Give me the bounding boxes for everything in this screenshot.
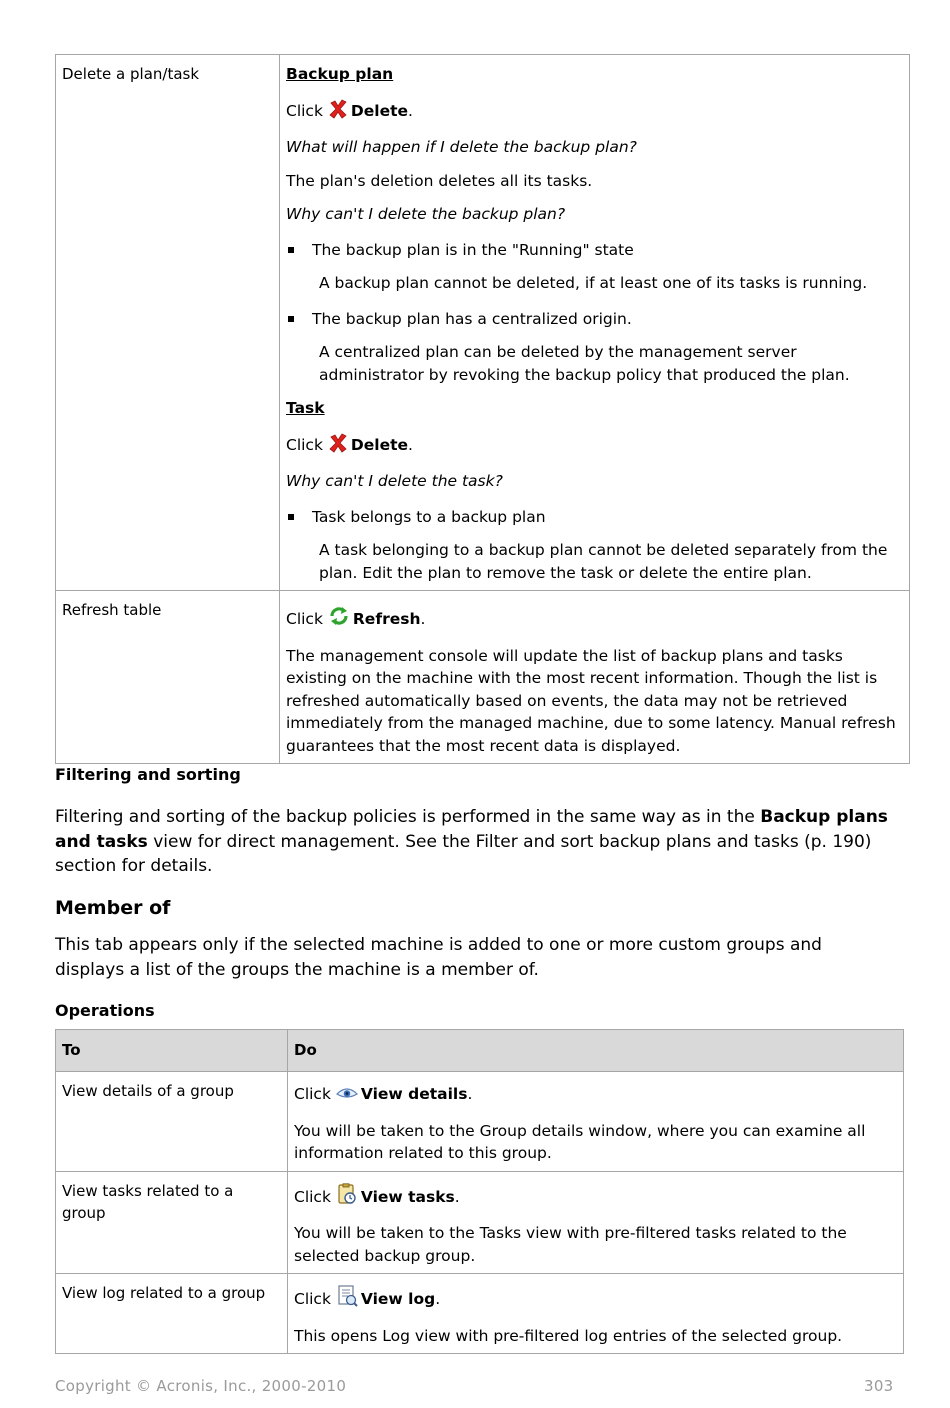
click-delete-line: Click Delete. xyxy=(286,433,903,460)
column-header-do: Do xyxy=(288,1030,904,1072)
operations-heading: Operations xyxy=(55,1001,155,1020)
delete-label: Delete xyxy=(350,435,409,454)
view-details-label: View details xyxy=(360,1085,468,1103)
column-header-to: To xyxy=(56,1030,288,1072)
task-heading: Task xyxy=(286,399,325,417)
click-view-log-line: Click View log. xyxy=(294,1285,897,1314)
click-view-tasks-line: Click View tasks. xyxy=(294,1183,897,1212)
cell-do xyxy=(280,55,910,591)
cell-to: View tasks related to a group xyxy=(56,1171,288,1274)
cell-do xyxy=(288,1171,904,1274)
click-delete-line: Click Delete. xyxy=(286,99,903,126)
delete-x-icon[interactable] xyxy=(328,99,348,126)
table-row xyxy=(56,1274,904,1354)
click-refresh-line: Click Refresh. xyxy=(286,605,903,634)
operations-table xyxy=(55,1029,904,1354)
filtering-heading: Filtering and sorting xyxy=(55,765,241,784)
cell-do xyxy=(288,1072,904,1172)
delete-x-icon[interactable] xyxy=(328,433,348,460)
refresh-description: The management console will update the list of backup plans and tasks existing on the machine with the most recent information. Though the list is refreshed automatically based on events, the data may not be retrieved immediately from the managed machine, due to some latency. Manual refresh guarantees that the most recent data is displayed. xyxy=(286,646,896,755)
member-of-heading: Member of xyxy=(55,897,171,919)
cell-to xyxy=(56,591,280,764)
view-log-label: View log xyxy=(360,1290,436,1308)
table-row xyxy=(56,1171,904,1274)
bullet-text: A backup plan cannot be deleted, if at least one of its tasks is running. xyxy=(319,274,868,292)
bullet-text: A task belonging to a backup plan cannot be deleted separately from the plan. Edit the plan to remove the task or delete the entire plan. xyxy=(319,541,888,582)
table-row xyxy=(56,55,910,591)
cell-to: View log related to a group xyxy=(56,1274,288,1354)
table-header-row xyxy=(56,1030,904,1072)
answer: The plan's deletion deletes all its tasks. xyxy=(286,171,593,190)
bullet-text: A centralized plan can be deleted by the management server administrator by revoking the backup policy that produced the plan. xyxy=(319,343,850,384)
bullet-item: Task belongs to a backup plan xyxy=(286,506,903,529)
actions-table xyxy=(55,54,910,764)
bullet-square xyxy=(288,514,294,520)
tasks-icon[interactable] xyxy=(336,1183,358,1212)
member-of-paragraph: This tab appears only if the selected machine is added to one or more custom groups and displays a list of the groups the machine is a member of. xyxy=(55,935,822,980)
refresh-label: Refresh xyxy=(352,610,421,628)
page-number: 303 xyxy=(864,1377,894,1395)
cell-do xyxy=(280,591,910,764)
log-icon[interactable] xyxy=(336,1285,358,1314)
bullet-square xyxy=(288,316,294,322)
bullet-item: The backup plan has a centralized origin. xyxy=(286,308,903,331)
row-description: You will be taken to the Group details window, where you can examine all information related to this group. xyxy=(294,1121,866,1162)
bullet-item: The backup plan is in the "Running" state xyxy=(286,239,903,262)
delete-label: Delete xyxy=(350,101,409,120)
question: What will happen if I delete the backup plan? xyxy=(286,138,637,156)
row-description: This opens Log view with pre-filtered log entries of the selected group. xyxy=(294,1326,843,1345)
backup-plan-heading: Backup plan xyxy=(286,65,394,83)
refresh-icon[interactable] xyxy=(328,605,350,634)
filtering-paragraph: Filtering and sorting of the backup policies is performed in the same way as in the Backup plans and tasks view for direct management. See the Filter and sort backup plans and tasks (p. 190) section for details. xyxy=(55,807,888,876)
row-description: You will be taken to the Tasks view with pre-filtered tasks related to the selected backup group. xyxy=(294,1224,847,1265)
cell-to: View details of a group xyxy=(56,1072,288,1172)
row-label: Refresh table xyxy=(62,601,162,619)
bullet-square xyxy=(288,247,294,253)
click-view-details-line: Click View details. xyxy=(294,1083,897,1109)
copyright-text: Copyright © Acronis, Inc., 2000-2010 xyxy=(55,1377,347,1395)
question: Why can't I delete the backup plan? xyxy=(286,205,566,223)
row-label: Delete a plan/task xyxy=(62,65,200,83)
table-row xyxy=(56,591,910,764)
question: Why can't I delete the task? xyxy=(286,472,503,490)
table-row xyxy=(56,1072,904,1172)
cell-do xyxy=(288,1274,904,1354)
cell-to xyxy=(56,55,280,591)
view-tasks-label: View tasks xyxy=(360,1187,455,1206)
eye-icon[interactable] xyxy=(336,1086,358,1109)
